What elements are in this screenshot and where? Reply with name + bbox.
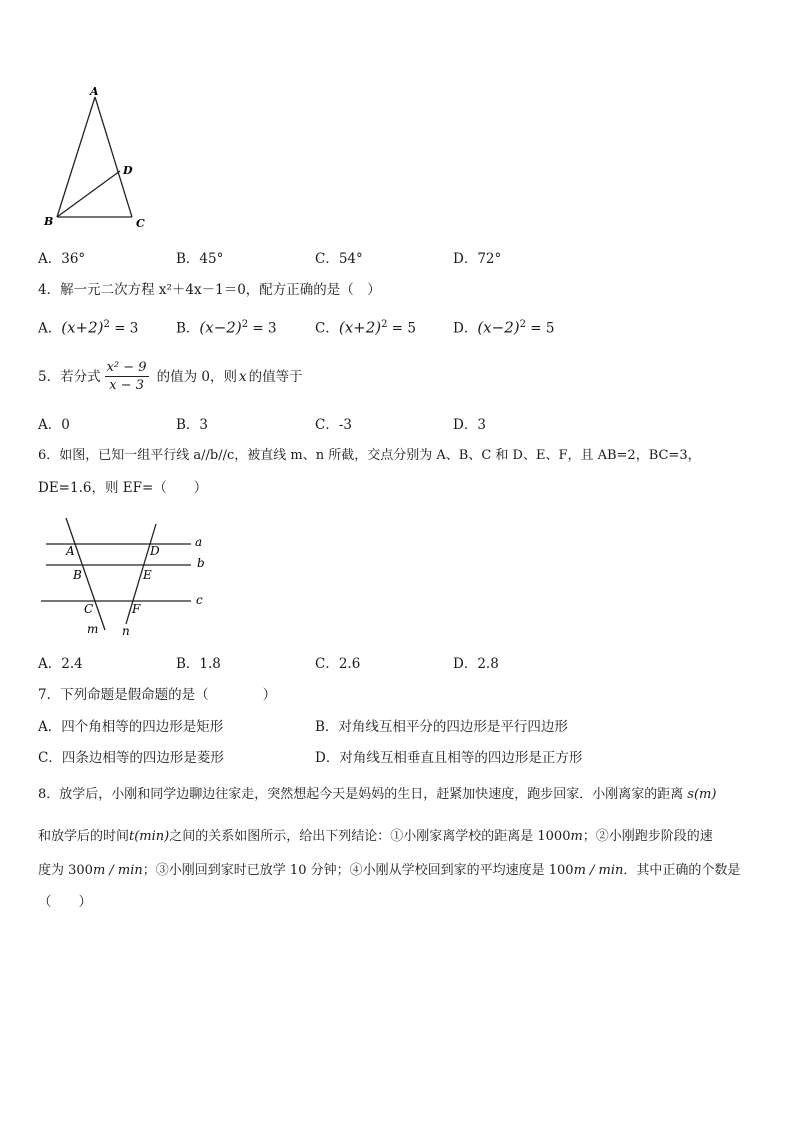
q3-option-b[interactable]: B．45° xyxy=(176,251,224,267)
q8-line3-unit2: m / min xyxy=(573,863,624,878)
option-letter: D． xyxy=(453,320,478,337)
q3-option-c[interactable]: C．54° xyxy=(315,251,363,267)
q8-line3-c: ．其中正确的个数是 xyxy=(623,863,741,878)
q4-option-d[interactable] xyxy=(453,316,554,338)
q8-line2-b: 之间的关系如图所示，给出下列结论：①小刚家离学校的距离是 1000 xyxy=(169,829,571,844)
option-expr: (x−2) xyxy=(199,318,242,337)
line-a-label: a xyxy=(195,535,203,549)
q4-option-c[interactable] xyxy=(315,316,416,338)
vertex-c-label: C xyxy=(136,217,145,230)
q3-triangle-figure xyxy=(40,85,160,235)
q6-option-d[interactable]: D．2.8 xyxy=(453,656,499,672)
line-c-label: c xyxy=(196,593,203,607)
vertex-b-label: B xyxy=(44,215,54,228)
q5-fraction xyxy=(105,360,149,393)
q5-variable: x xyxy=(238,368,247,385)
q8-line1-text: 8．放学后，小刚和同学边聊边往家走，突然想起今天是妈妈的生日，赶紧加快速度，跑步回家．小刚离家的距离 xyxy=(38,787,684,802)
q8-line2 xyxy=(38,828,713,846)
q5-option-b[interactable]: B．3 xyxy=(176,417,209,433)
point-d-label: D xyxy=(123,164,133,177)
q8-line3 xyxy=(38,862,740,880)
option-exponent: 2 xyxy=(519,319,526,330)
point-b-label: B xyxy=(73,568,82,582)
q8-line3-b: ；③小刚回到家时已放学 10 分钟；④小刚从学校回到家的平均速度是 100 xyxy=(142,863,574,878)
point-f-label: F xyxy=(132,602,141,616)
q7-option-b[interactable]: B．对角线互相平分的四边形是平行四边形 xyxy=(315,719,568,735)
fraction-numerator: x² − 9 xyxy=(106,360,147,375)
q8-line2-var: t(min) xyxy=(129,829,170,844)
q5-option-c[interactable]: C．-3 xyxy=(315,417,352,433)
option-rhs: = 5 xyxy=(391,320,416,337)
q4-option-a[interactable] xyxy=(38,316,138,338)
q7-option-c[interactable]: C．四条边相等的四边形是菱形 xyxy=(38,750,224,766)
option-exponent: 2 xyxy=(103,319,110,330)
option-expr: (x−2) xyxy=(477,318,520,337)
q5-suffix: 的值为 0，则 xyxy=(156,368,237,385)
option-exponent: 2 xyxy=(241,319,249,330)
point-c-label: C xyxy=(84,602,94,616)
q3-option-d[interactable]: D．72° xyxy=(453,251,502,267)
option-expr: (x+2) xyxy=(338,318,382,337)
line-n-label: n xyxy=(122,624,130,638)
option-rhs: = 3 xyxy=(252,320,277,337)
q7-option-d[interactable]: D．对角线互相垂直且相等的四边形是正方形 xyxy=(315,750,583,766)
q6-parallel-lines-figure xyxy=(36,512,226,642)
option-rhs: = 5 xyxy=(530,320,555,337)
option-exponent: 2 xyxy=(381,319,388,330)
q6-option-b[interactable]: B．1.8 xyxy=(176,656,221,672)
q4-stem: 4．解一元二次方程 x²＋4x－1＝0，配方正确的是（ ） xyxy=(38,282,381,298)
q4-option-b[interactable] xyxy=(176,316,277,338)
option-expr: (x+2) xyxy=(61,318,104,337)
q5-option-a[interactable]: A．0 xyxy=(38,417,70,433)
q3-option-a[interactable]: A．36° xyxy=(38,251,86,267)
edge-ac xyxy=(95,97,132,217)
line-b-label: b xyxy=(197,556,205,570)
q6-stem-line2: DE=1.6，则 EF=（ ） xyxy=(38,480,208,496)
point-d-label: D xyxy=(150,544,160,558)
q5-stem xyxy=(38,360,303,393)
q8-line3-a: 度为 300 xyxy=(38,863,93,878)
q8-line2-c: ；②小刚跑步阶段的速 xyxy=(582,829,713,844)
option-letter: B． xyxy=(176,320,200,337)
q7-stem: 7．下列命题是假命题的是（ ） xyxy=(38,687,277,703)
q8-line2-a: 和放学后的时间 xyxy=(38,829,130,844)
q8-line3-unit1: m / min xyxy=(92,863,143,878)
option-letter: A． xyxy=(38,320,62,337)
line-m-label: m xyxy=(87,622,99,636)
q5-suffix2: 的值等于 xyxy=(248,368,303,385)
q6-option-c[interactable]: C．2.6 xyxy=(315,656,361,672)
edge-ab xyxy=(57,97,95,217)
q8-line1-var: s(m) xyxy=(687,787,717,802)
point-a-label: A xyxy=(66,544,75,558)
q5-prefix: 5．若分式 xyxy=(38,368,101,385)
option-letter: C． xyxy=(315,320,339,337)
q6-option-a[interactable]: A．2.4 xyxy=(38,656,83,672)
segment-bd xyxy=(57,171,120,217)
q5-option-d[interactable]: D．3 xyxy=(453,417,486,433)
q8-line2-unit: m xyxy=(570,829,583,844)
vertex-a-label: A xyxy=(90,85,99,98)
q7-option-a[interactable]: A．四个角相等的四边形是矩形 xyxy=(38,719,224,735)
point-e-label: E xyxy=(143,568,152,582)
option-rhs: = 3 xyxy=(114,320,139,337)
q8-line1 xyxy=(38,786,716,804)
fraction-denominator: x − 3 xyxy=(109,378,144,393)
q6-stem-line1: 6．如图，已知一组平行线 a//b//c，被直线 m、n 所截，交点分别为 A、B、C 和 D、E、F，且 AB=2，BC=3， xyxy=(38,448,701,463)
q8-line4: （ ） xyxy=(38,894,92,910)
